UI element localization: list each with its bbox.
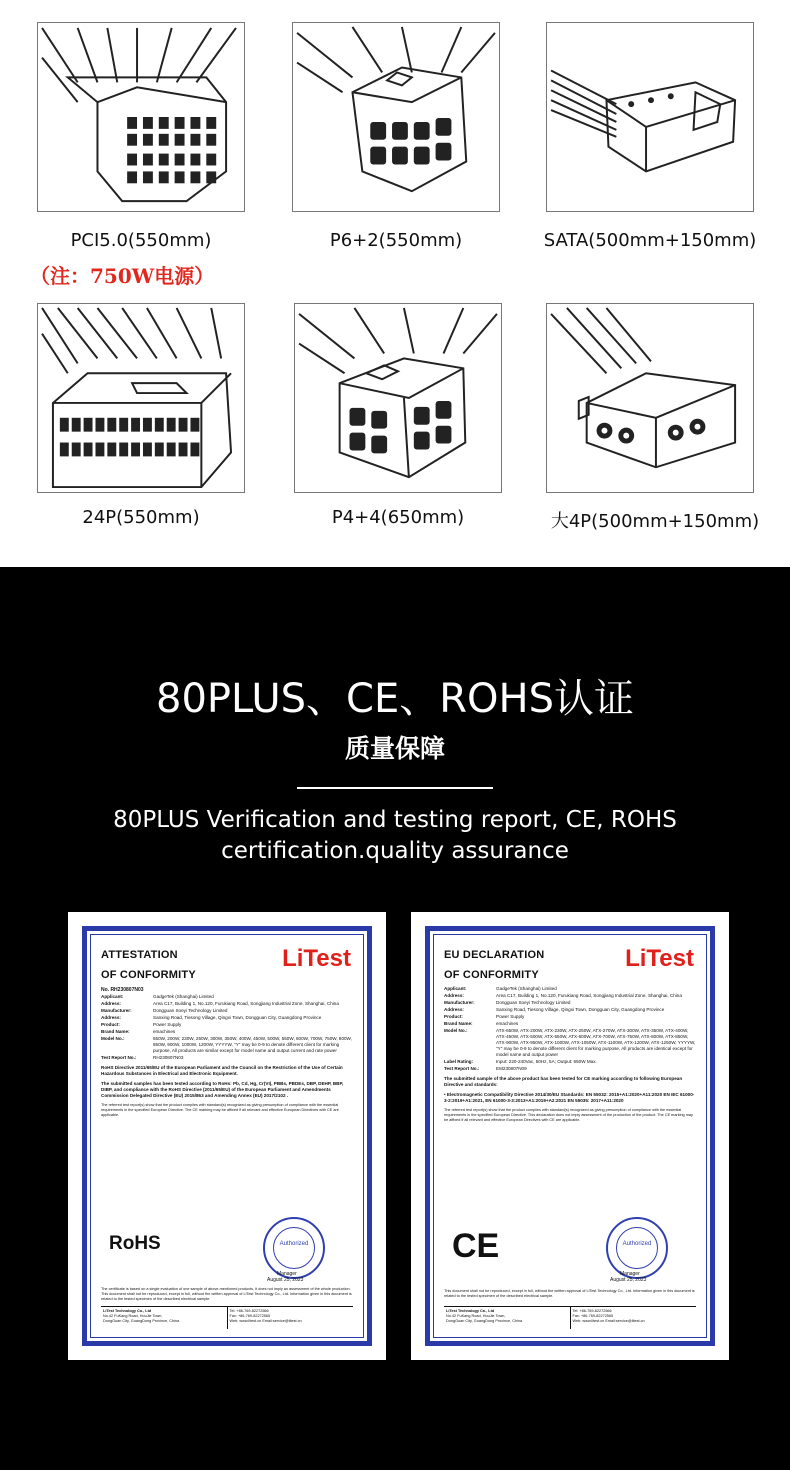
certification-english: 80PLUS Verification and testing report, CE, ROHS certification.quality assurance <box>113 807 677 864</box>
disclaimer-text: This document shall not be reproduced, except in full, without the written approval of LiTest Technology Co., Ltd. Information given in this document is related to the tested specimen of the described electrical sample. <box>444 1289 695 1298</box>
connector-label-pcie5: PCI5.0(550mm) <box>70 230 212 251</box>
certificate-number: No. RH230807N03 <box>101 987 144 993</box>
field-row: Product: Power Supply <box>444 1014 525 1019</box>
authorized-stamp: Authorized <box>606 1217 668 1279</box>
directive-text: RoHS Directive 2011/65/EU of the European Parliament and the Council on the Restriction of the Use of Certain Hazardous Substances in Electrical and Electronic Equipment. <box>101 1065 343 1076</box>
ce-certificate <box>411 912 729 1360</box>
certificate-footer: LiTest Technology Co., Ltd No.42 FuKang Road, HouJie Town, DongGuan City, GuangDong Province, China Tel: +86-769-82272566 Fax: +86-769-82272565 Web: www.litest.cn Email:service@litest.cn <box>444 1306 696 1329</box>
compliance-text: The referred test report(s) show that the product complies with standard(s) recognized as giving presumption of compliance with the essential requirements in the specified European Directive. This declaration does not imply assessment of the production of the product. The CE marking may be affixed if all relevant and effective European Directives with CE are applicable. <box>444 1108 693 1122</box>
rohs-mark: RoHS <box>109 1233 161 1254</box>
disclaimer-text: The certificate is based on a single evaluation of one sample of above-mentioned products, It does not imply an assessment of the whole production. This document shall not be reproduced, except in full, without the written approval of LiTest Technology Co., Ltd. Information given in this document is related to the tested specimen of the described electrical sample. <box>101 1287 352 1301</box>
field-row: Applicant: GadgeTek (Shanghai) Limited <box>101 994 214 999</box>
standards-text: • Electromagnetic Compatibility Directive 2014/30/EU Standards: EN 55032: 2015+A1:2020+A11:2020 EN IEC 61000-3-2:2019+A1:2021, EN 61000-3-3:2013+A1:2019+A2:2021 EN 55035: 2017+A11:2020 <box>444 1092 695 1103</box>
signature-date: August 25, 2023 <box>610 1277 647 1283</box>
connector-label-p4plus4: P4+4(650mm) <box>331 507 465 528</box>
field-row: Manufacturer: Dongguan Soeyi Technology Limited <box>444 1000 571 1005</box>
field-row: Address: Sanxing Road, Tiesong Village, Qingxi Town, Dongguan City, Guangdong Province <box>444 1007 665 1012</box>
field-row: Test Report No.: RH230807N03 <box>101 1055 184 1060</box>
molex-4pin-connector-icon <box>546 303 754 493</box>
sata-connector-icon <box>546 22 754 212</box>
field-row: Address: Area C17, Building 1, No.120, Furukiang Road, Songjiang Industrial Zone, Shanghai, China <box>444 993 682 998</box>
field-row: Address: Sanxing Road, Tiesong Village, Qingxi Town, Dongguan City, Guangdong Province <box>101 1015 322 1020</box>
certification-section <box>0 567 790 1470</box>
connector-label-molex: 大4P(500mm+150mm) <box>550 511 760 532</box>
atx-24pin-connector-icon <box>37 303 245 493</box>
field-row: Brand Name: emachines <box>444 1021 519 1026</box>
certificate-title: ATTESTATION <box>101 949 178 961</box>
field-row: Address: Area C17, Building 1, No.120, Furukiang Road, Songjiang Industrial Zone, Shanghai, China <box>101 1001 339 1006</box>
directive-text: The submitted sample of the above product has been tested for CE marking according to following European Directive and standards: <box>444 1076 683 1087</box>
pcie5-16pin-connector-icon <box>37 22 245 212</box>
litest-logo: LiTest <box>282 945 351 972</box>
certificate-title-line2: OF CONFORMITY <box>101 969 196 981</box>
field-row: Label Rating: Input: 220-240Vac, 50Hz, 5A; Output: 650W Max. <box>444 1059 597 1064</box>
certificate-title: EU DECLARATION <box>444 949 545 961</box>
connector-label-sata: SATA(500mm+150mm) <box>543 230 757 251</box>
rohs-certificate <box>68 912 386 1360</box>
field-row: Model No.: ATX-650W, ATX-200W, ATX-230W, ATX-250W, ATX-270W, ATX-300W, ATX-350W, ATX-400W, ATX-450W, ATX-500W, ATX-550W, ATX-600W, ATX-700W, ATX-750W, ATX-800W, ATX-850W, ATX-900W, ATX-950W, ATX-1000W, ATX-1050W, ATX-1100W, ATX-1200W, ATX-1250W, YYYYW, "Y" may be 0-9 to denote different client for marking purpose, All products are identical except for model name and output power <box>444 1028 696 1057</box>
connector-section <box>0 0 790 567</box>
signature-role: Manager <box>620 1271 640 1277</box>
field-row: Test Report No.: EM230807N09 <box>444 1066 527 1071</box>
field-row: Manufacturer: Dongguan Soeyi Technology Limited <box>101 1008 228 1013</box>
field-row: Brand Name: emachines <box>101 1029 176 1034</box>
cpu-4plus4-connector-icon <box>294 303 502 493</box>
authorized-stamp: Authorized <box>263 1217 325 1279</box>
certification-title: 80PLUS、CE、ROHS认证 <box>156 676 634 722</box>
divider <box>297 787 493 789</box>
certificate-title-line2: OF CONFORMITY <box>444 969 539 981</box>
signature-date: August 25, 2023 <box>267 1277 304 1283</box>
compliance-text: The referred test report(s) show that the product complies with standard(s) recognized as giving presumption of compliance with the essential requirements in the specified European Directive. The CE marking may be affixed if all relevant and effective European Directives with CE are applicable. <box>101 1103 339 1117</box>
ce-mark: CE <box>452 1227 500 1265</box>
signature-role: Manager <box>277 1271 297 1277</box>
litest-logo: LiTest <box>625 945 694 972</box>
field-row: Product: Power Supply <box>101 1022 182 1027</box>
field-row: Model No.: 650W, 200W, 230W, 250W, 300W, 350W, 400W, 450W, 500W, 550W, 600W, 700W, 750W, 800W, 850W, 900W, 1000W, 1200W, YYYYW, "Y" may be 0-9 to denote different client for marking purpose, All products are similar except for model name and output current and rate power <box>101 1036 352 1053</box>
certification-subtitle: 质量保障 <box>344 734 445 763</box>
power-note: （注：750W电源） <box>30 264 215 288</box>
tested-text: The submitted samples has been tested according to RoHs: Pb, Cd, Hg, Cr(VI), PBBs, PBDEs, DBP, DEHP, BBP, DIBP, and compliance with the RoHS Directive (2011/65/EU) of the European Parliament and Amendments Commission Delegated Directive (EU) 2015/863 and Amending Annex (EU) 2017/2102 . <box>101 1081 344 1098</box>
field-row: Applicant: GadgeTek (Shanghai) Limited <box>444 986 557 991</box>
connector-label-p6plus2: P6+2(550mm) <box>329 230 463 251</box>
certificate-footer: LiTest Technology Co., Ltd No.42 FuKang Road, HouJie Town, DongGuan City, GuangDong Province, China Tel: +86-769-82272566 Fax: +86-769-82272565 Web: www.litest.cn Email:service@litest.cn <box>101 1306 353 1329</box>
connector-label-24p: 24P(550mm) <box>82 507 200 528</box>
pcie-6plus2-connector-icon <box>292 22 500 212</box>
